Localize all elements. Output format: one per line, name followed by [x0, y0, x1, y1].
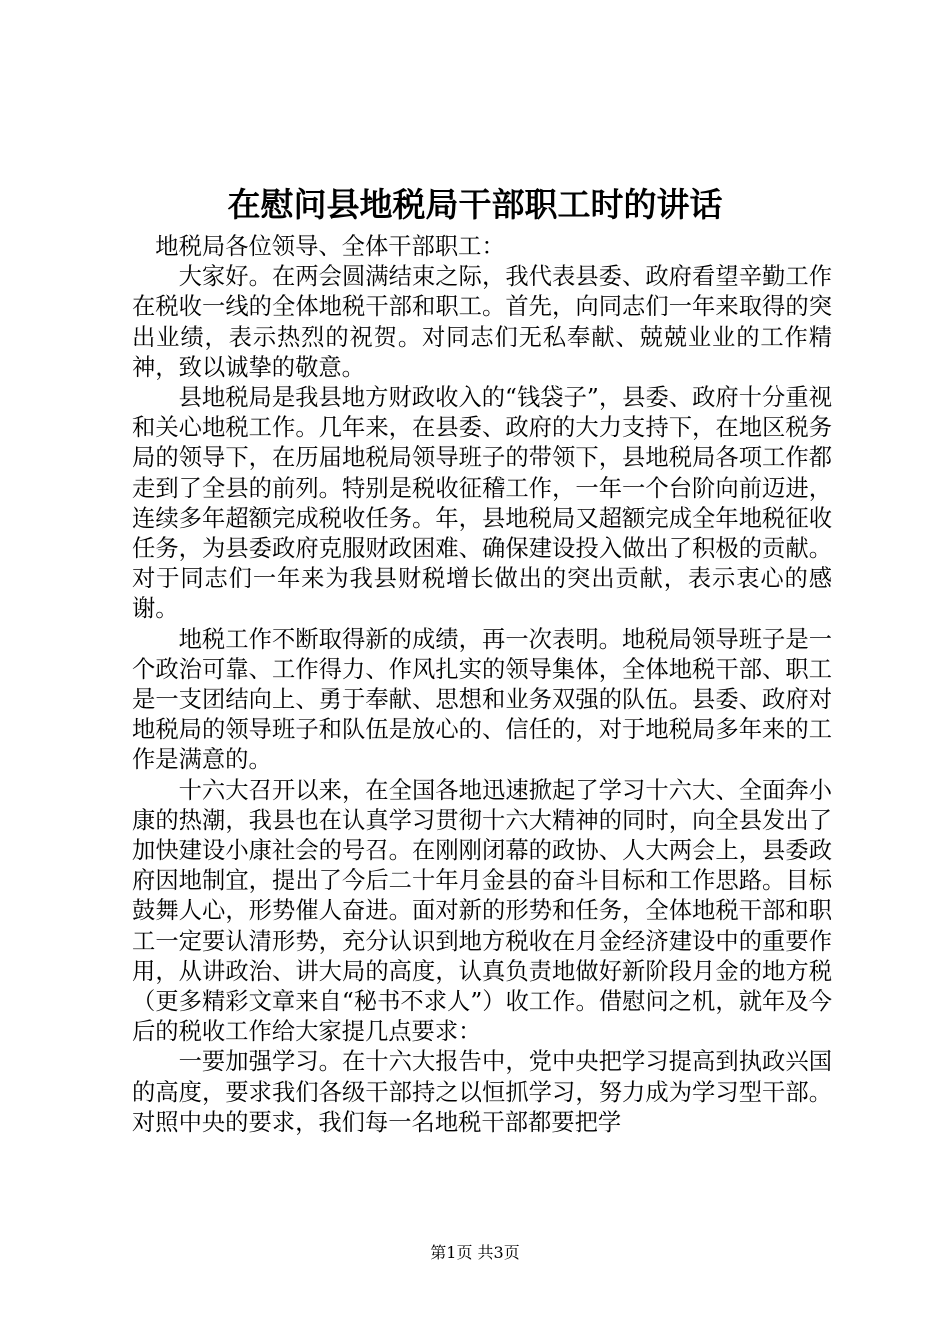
paragraph-1: 大家好。在两会圆满结束之际，我代表县委、政府看望辛勤工作在税收一线的全体地税干部和职工。首先，向同志们一年来取得的突出业绩，表示热烈的祝贺。对同志们无私奉献、兢兢业业的工作精神，致以诚挚的敬意。	[132, 263, 832, 381]
paragraph-4: 十六大召开以来，在全国各地迅速掀起了学习十六大、全面奔小康的热潮，我县也在认真学习贯彻十六大精神的同时，向全县发出了加快建设小康社会的号召。在刚刚闭幕的政协、人大两会上，县委政府因地制宜，提出了今后二十年月金县的奋斗目标和工作思路。目标鼓舞人心，形势催人奋进。面对新的形势和任务，全体地税干部和职工一定要认清形势，充分认识到地方税收在月金经济建设中的重要作用，从讲政治、讲大局的高度，认真负责地做好新阶段月金的地方税（更多精彩文章来自“秘书不求人”）收工作。借慰问之机，就年及今后的税收工作给大家提几点要求：	[132, 776, 832, 1046]
paragraph-2: 县地税局是我县地方财政收入的“钱袋子”，县委、政府十分重视和关心地税工作。几年来，在县委、政府的大力支持下，在地区税务局的领导下，在历届地税局领导班子的带领下，县地税局各项工作都走到了全县的前列。特别是税收征稽工作，一年一个台阶向前迈进，连续多年超额完成税收任务。年，县地税局又超额完成全年地税征收任务，为县委政府克服财政困难、确保建设投入做出了积极的贡献。对于同志们一年来为我县财税增长做出的突出贡献，表示衷心的感谢。	[132, 384, 832, 623]
salutation: 地税局各位领导、全体干部职工：	[155, 233, 505, 260]
paragraph-5: 一要加强学习。在十六大报告中，党中央把学习提高到执政兴国的高度，要求我们各级干部持之以恒抓学习，努力成为学习型干部。对照中央的要求，我们每一名地税干部都要把学	[132, 1048, 832, 1136]
document-body	[132, 232, 832, 1138]
page-footer: 第1页 共3页	[430, 1243, 520, 1262]
paragraph-3: 地税工作不断取得新的成绩，再一次表明。地税局领导班子是一个政治可靠、工作得力、作风扎实的领导集体，全体地税干部、职工是一支团结向上、勇于奉献、思想和业务双强的队伍。县委、政府对地税局的领导班子和队伍是放心的、信任的，对于地税局多年来的工作是满意的。	[132, 625, 832, 774]
page-title: 在慰问县地税局干部职工时的讲话	[227, 185, 723, 224]
